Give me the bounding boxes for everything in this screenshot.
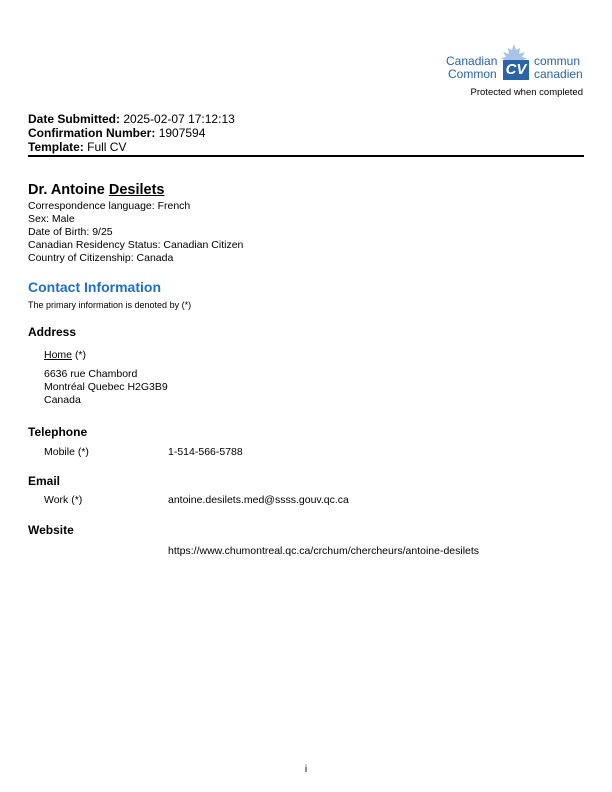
date-of-birth: Date of Birth: 9/25 <box>28 226 113 238</box>
email-heading: Email <box>28 474 61 488</box>
person-name-prefix: Dr. Antoine <box>28 182 105 198</box>
country-of-citizenship: Country of Citizenship: Canada <box>28 252 174 264</box>
person-last-name: Desilets <box>108 182 165 198</box>
page-number: i <box>304 764 308 775</box>
confirmation-number-row <box>28 126 205 140</box>
telephone-heading: Telephone <box>28 425 88 439</box>
date-submitted-label: Date Submitted: <box>28 112 121 126</box>
primary-info-note: The primary information is denoted by (*) <box>28 300 192 310</box>
cv-badge-text: CV <box>505 61 527 78</box>
contact-information-title: Contact Information <box>28 279 161 295</box>
confirmation-number-value: 1907594 <box>158 126 206 140</box>
email-label: Work (*) <box>44 494 83 506</box>
telephone-label: Mobile (*) <box>44 446 89 458</box>
person-name <box>28 182 164 198</box>
address-line: Montréal Quebec H2G3B9 <box>44 381 168 393</box>
template-row <box>28 140 126 154</box>
logo-french-line1: commun <box>534 54 581 68</box>
address-heading: Address <box>28 325 77 339</box>
confirmation-number-label: Confirmation Number: <box>28 126 156 140</box>
address-line: 6636 rue Chambord <box>44 368 138 380</box>
canadian-common-cv-logo <box>446 44 586 84</box>
logo-english-line2: Common <box>448 67 497 81</box>
address-type-label: Home <box>44 349 73 361</box>
telephone-value: 1-514-566-5788 <box>168 446 243 458</box>
template-label: Template: <box>28 140 84 154</box>
email-value: antoine.desilets.med@ssss.gouv.qc.ca <box>168 494 349 506</box>
sex: Sex: Male <box>28 213 75 225</box>
residency-status: Canadian Residency Status: Canadian Citizen <box>28 239 244 251</box>
template-value: Full CV <box>87 140 127 154</box>
date-submitted-value: 2025-02-07 17:12:13 <box>123 112 235 126</box>
header-divider <box>28 155 584 157</box>
date-submitted-row <box>28 112 235 126</box>
correspondence-language: Correspondence language: French <box>28 200 191 212</box>
address-primary-marker: (*) <box>74 349 87 361</box>
website-heading: Website <box>28 523 74 537</box>
logo-english-line1: Canadian <box>446 54 498 68</box>
protected-notice: Protected when completed <box>470 87 583 98</box>
address-line: Canada <box>44 394 81 406</box>
address-type <box>44 349 86 361</box>
logo-french-line2: canadien <box>534 67 583 81</box>
website-value: https://www.chumontreal.qc.ca/crchum/chercheurs/antoine-desilets <box>168 545 480 557</box>
